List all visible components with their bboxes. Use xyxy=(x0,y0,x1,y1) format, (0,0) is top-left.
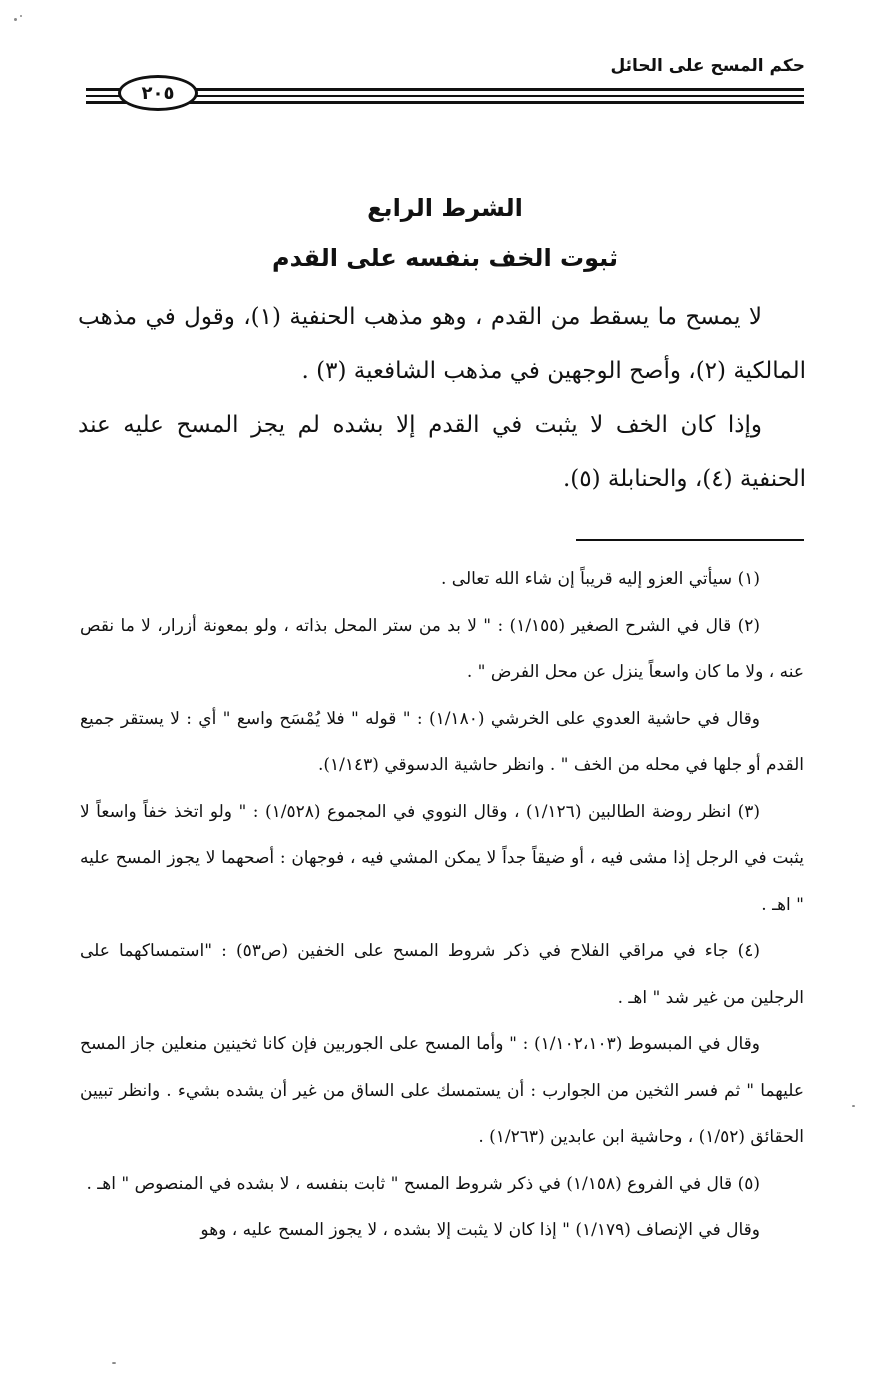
footnote: (٤) جاء في مراقي الفلاح في ذكر شروط المسح على الخفين (ص٥٣) : "استمساكهما على الرجلين من غير شد " اهـ . xyxy=(80,941,804,1008)
section-heading: الشرط الرابع xyxy=(367,194,523,222)
footnote: (٥) قال في الفروع (١/١٥٨) في ذكر شروط المسح " ثابت بنفسه ، لا بشده في المنصوص " اهـ . xyxy=(86,1173,760,1194)
main-text xyxy=(78,290,806,506)
footnote-divider xyxy=(576,539,804,541)
footnote: وقال في المبسوط (١/١٠٢،١٠٣) : " وأما المسح على الجوربين فإن كانا ثخينين منعلين جاز المسح عليهما " ثم فسر الثخين من الجوارب : أن يستمسك على الساق من غير أن يشده بشيء . وانظر تبيين الحقائق (١/٥٢) ، وحاشية ابن عابدين (١/٢٦٣) . xyxy=(80,1034,804,1147)
page-number: ٢٠٥ xyxy=(141,82,175,104)
footnotes xyxy=(80,556,804,1254)
footnote: (٢) قال في الشرح الصغير (١/١٥٥) : " لا بد من ستر المحل بذاته ، ولو بمعونة أزرار، لا ما نقص عنه ، ولا ما كان واسعاً ينزل عن محل الفرض " . xyxy=(80,615,804,682)
page-number-badge xyxy=(118,75,198,111)
footnote: وقال في حاشية العدوي على الخرشي (١/١٨٠) : " قوله " فلا يُمْسَح واسع " أي : لا يستقر جميع القدم أو جلها في محله من الخف " . وانظر حاشية الدسوقي (١/١٤٣). xyxy=(80,708,804,775)
scan-speck xyxy=(852,1105,855,1107)
header-rule xyxy=(86,101,804,104)
section-subtitle: ثبوت الخف بنفسه على القدم xyxy=(271,244,618,272)
body-paragraph: وإذا كان الخف لا يثبت في القدم إلا بشده لم يجز المسح عليه عند الحنفية (٤)، والحنابلة (٥). xyxy=(78,412,806,492)
footnote: (٣) انظر روضة الطالبين (١/١٢٦) ، وقال النووي في المجموع (١/٥٢٨) : " ولو اتخذ خفاً واسعاً لا يثبت في الرجل إذا مشى فيه ، أو ضيقاً جداً لا يمكن المشي فيه ، فوجهان : أصحهما لا يجوز المسح عليه " اهـ . xyxy=(80,801,804,915)
body-paragraph: لا يمسح ما يسقط من القدم ، وهو مذهب الحنفية (١)، وقول في مذهب المالكية (٢)، وأصح الوجهين في مذهب الشافعية (٣) . xyxy=(78,304,806,384)
running-title: حكم المسح على الحائل xyxy=(610,56,805,76)
scan-speck xyxy=(112,1362,116,1364)
scan-speck xyxy=(20,15,22,17)
scan-speck xyxy=(14,18,17,21)
footnote: (١) سيأتي العزو إليه قريباً إن شاء الله تعالى . xyxy=(440,569,760,589)
footnote: وقال في الإنصاف (١/١٧٩) " إذا كان لا يثبت إلا بشده ، لا يجوز المسح عليه ، وهو xyxy=(200,1220,760,1240)
